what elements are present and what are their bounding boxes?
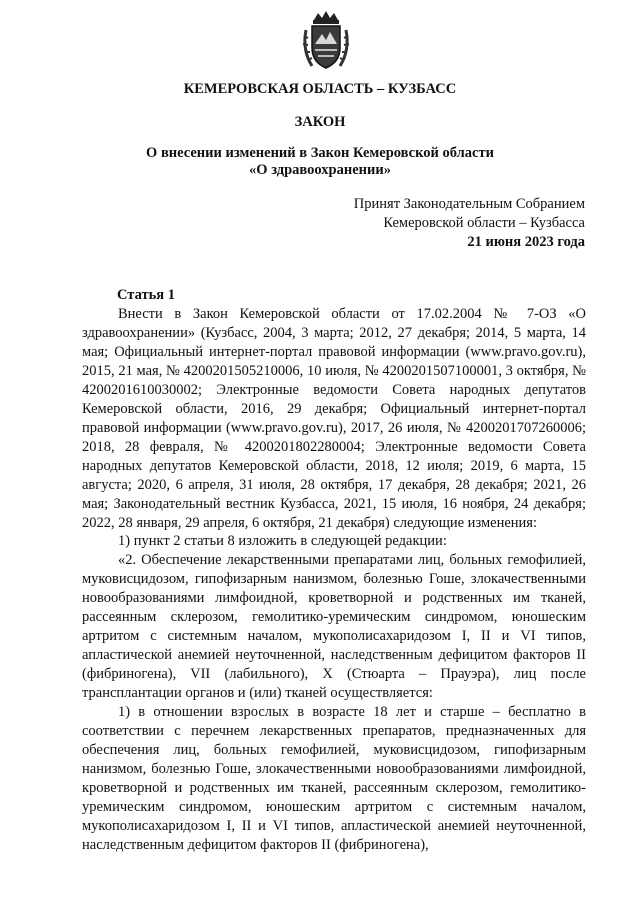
adopted-by-line-2: Кемеровской области – Кузбасса [383, 215, 585, 231]
law-title-line-2: «О здравоохранении» [249, 162, 391, 178]
adopted-by-line-1: Принят Законодательным Собранием [353, 196, 585, 212]
law-title-line-1: О внесении изменений в Закон Кемеровской области [146, 145, 494, 161]
region-heading: КЕМЕРОВСКАЯ ОБЛАСТЬ – КУЗБАСС [183, 81, 457, 97]
subpoint-1-paragraph: 1) в отношении взрослых в возрасте 18 лет и старше – бесплатно в соответствии с перечнем лекарственных препаратов, предназначенных для обеспечения лиц, больных гемофилией, муковисцидозом, гипофизарным нанизмом, болезнью Гоше, злокачественными новообразованиями лимфоидной, кроветворной и родственных им тканей, рассеянным склерозом, гемолитико-уремическим синдромом, юношеским артритом с системным началом, мукополисахаридозом I, II и VI типов, апластической анемией неуточненной, наследственным дефицитом факторов II (фибриногена), [82, 704, 586, 853]
adoption-date: 21 июня 2023 года [467, 234, 585, 250]
point-1-paragraph: 1) пункт 2 статьи 8 изложить в следующей редакции: [118, 533, 447, 549]
coat-of-arms-icon [300, 10, 352, 72]
quoted-clause-paragraph: «2. Обеспечение лекарственными препаратами лиц, больных гемофилией, муковисцидозом, гипофизарным нанизмом, болезнью Гоше, злокачественными новообразованиями лимфоидной, кроветворной и родственных им тканей, рассеянным склерозом, гемолитико-уремическим синдромом, юношеским артритом с системным началом, мукополисахаридозом I, II и VI типов, апластической анемией неуточненной, наследственным дефицитом факторов II (фибриногена), VII (лабильного), X (Стюарта – Прауэра), лиц после трансплантации органов и (или) тканей осуществляется: [82, 552, 586, 701]
article-heading: Статья 1 [117, 287, 175, 303]
intro-paragraph: Внести в Закон Кемеровской области от 17.02.2004 № 7-ОЗ «О здравоохранении» (Кузбасс, 2004, 3 марта; 2012, 27 декабря; 2014, 5 марта, 14 мая; Официальный интернет-портал правовой информации (www.pravo.gov.ru), 2015, 21 мая, № 4200201505210006, 10 июля, № 4200201507100001, 3 октября, № 4200201610030002; Электронные ведомости Совета народных депутатов Кемеровской области, 2016, 29 декабря; Официальный интернет-портал правовой информации (www.pravo.gov.ru), 2017, 26 июля, № 4200201707260006; 2018, 28 февраля, № 4200201802280004; Электронные ведомости Совета народных депутатов Кемеровской области, 2018, 12 июля; 2019, 6 марта, 15 августа; 2020, 6 апреля, 31 июля, 28 октября, 17 декабря, 28 декабря; 2021, 26 мая; Законодательный вестник Кузбасса, 2021, 15 июля, 16 ноября, 24 декабря; 2022, 28 января, 29 апреля, 6 октября, 21 декабря) следующие изменения: [82, 306, 586, 531]
document-type: ЗАКОН [294, 114, 346, 130]
